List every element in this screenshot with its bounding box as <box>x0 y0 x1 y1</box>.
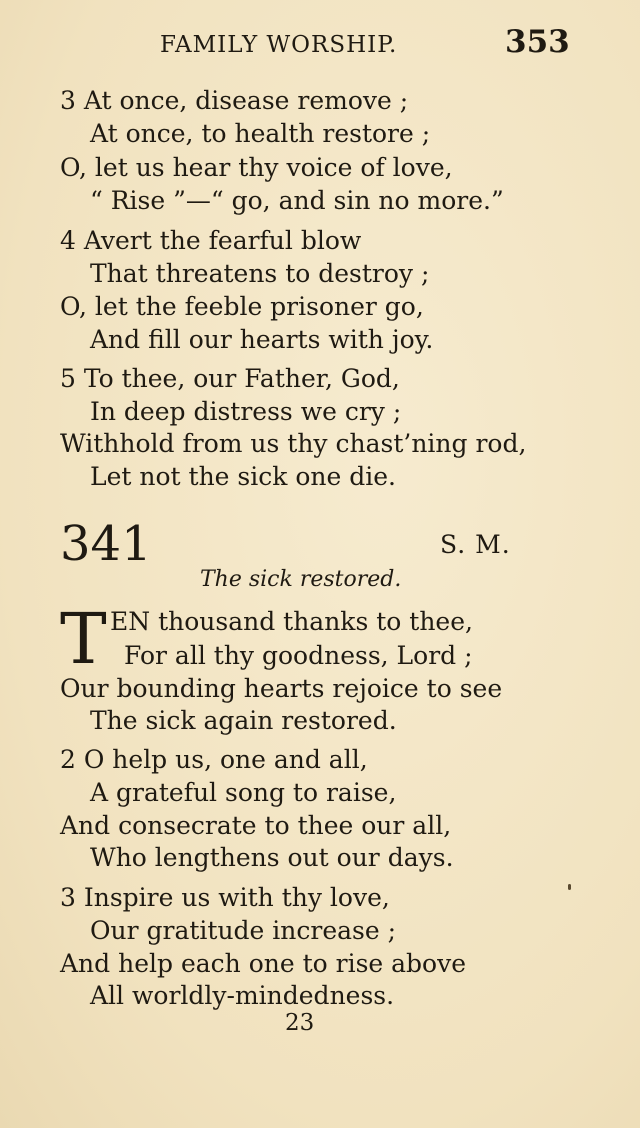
hymn-number: 341 <box>60 516 152 572</box>
hymn-line: All worldly-mindedness. <box>90 981 395 1010</box>
signature-mark: 23 <box>285 1010 315 1036</box>
hymn-title: The sick restored. <box>200 567 402 592</box>
prev-hymn-line: 3 At once, disease remove ; <box>60 86 409 115</box>
hymn-meter: S. M. <box>440 530 511 559</box>
hymn-line: Who lengthens out our days. <box>90 843 454 872</box>
hymn-line: 3 Inspire us with thy love, <box>60 883 390 912</box>
running-head <box>0 24 640 64</box>
prev-hymn-line: At once, to health restore ; <box>90 119 431 148</box>
hymn-line: Our gratitude increase ; <box>90 916 397 945</box>
prev-hymn-line: “ Rise ”—“ go, and sin no more.” <box>90 186 504 215</box>
prev-hymn-line: O, let the feeble prisoner go, <box>60 292 424 321</box>
hymn-line: And consecrate to thee our all, <box>60 811 452 840</box>
page-number: 353 <box>505 24 570 60</box>
ink-speck <box>568 884 571 890</box>
hymn-line: The sick again restored. <box>90 706 397 735</box>
prev-hymn-line: O, let us hear thy voice of love, <box>60 153 453 182</box>
drop-cap: T <box>60 598 107 680</box>
hymn-line: For all thy goodness, Lord ; <box>124 641 473 670</box>
prev-hymn-line: Withhold from us thy chast’ning rod, <box>60 429 527 458</box>
prev-hymn-line: And fill our hearts with joy. <box>90 325 434 354</box>
running-title: FAMILY WORSHIP. <box>160 32 398 58</box>
hymn-line: And help each one to rise above <box>60 949 467 978</box>
hymn-line: EN thousand thanks to thee, <box>110 607 473 636</box>
prev-hymn-line: 4 Avert the fearful blow <box>60 226 362 255</box>
prev-hymn-line: In deep distress we cry ; <box>90 397 402 426</box>
hymn-line: 2 O help us, one and all, <box>60 745 368 774</box>
hymn-line: Our bounding hearts rejoice to see <box>60 674 503 703</box>
prev-hymn-line: Let not the sick one die. <box>90 462 396 491</box>
hymn-line: A grateful song to raise, <box>90 778 397 807</box>
prev-hymn-line: 5 To thee, our Father, God, <box>60 364 400 393</box>
prev-hymn-line: That threatens to destroy ; <box>90 259 430 288</box>
